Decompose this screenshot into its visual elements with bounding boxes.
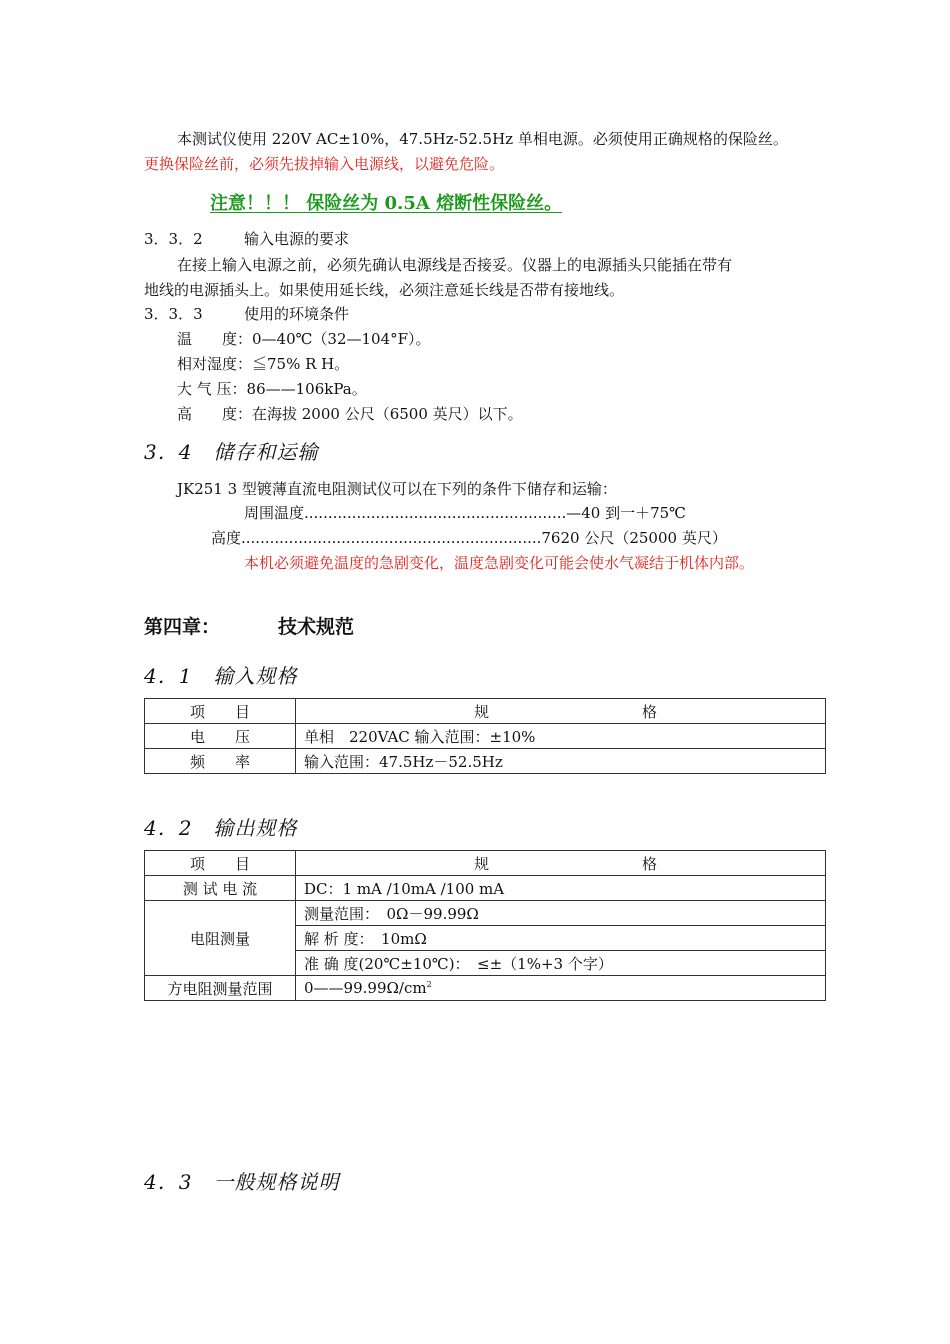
row-spec-voltage: 单相 220VAC 输入范围：±10% <box>296 724 826 749</box>
header-spec-a: 规 <box>474 854 490 873</box>
row-item-frequency: 频 率 <box>145 749 296 774</box>
section-heading-34: 3．4 储存和运输 <box>144 440 319 464</box>
output-spec-table <box>144 850 826 1001</box>
section-heading-43: 4．3 一般规格说明 <box>144 1170 340 1194</box>
sheet-range-value: 0——99.99Ω/cm <box>304 979 427 997</box>
row-spec-accuracy: 准 确 度(20℃±10℃)： ≤±（1%+3 个字） <box>296 951 826 976</box>
storage-warning: 本机必须避免温度的急剧变化，温度急剧变化可能会使水气凝结于机体内部。 <box>244 554 755 572</box>
row-item-test-current: 测 试 电 流 <box>145 876 296 901</box>
env-pressure: 大 气 压：86——106kPa。 <box>177 380 367 398</box>
header-spec-b: 格 <box>641 854 657 873</box>
section-number-333: 3．3．3 <box>144 305 203 323</box>
storage-intro: JK251 3 型镀薄直流电阻测试仪可以在下列的条件下储存和运输： <box>177 480 617 498</box>
table-header-row <box>145 851 826 876</box>
row-spec-frequency: 输入范围：47.5Hz－52.5Hz <box>296 749 826 774</box>
power-text-line1: 本测试仪使用 220V AC±10%，47.5Hz-52.5Hz 单相电源。必须使用正确规格的保险丝。 <box>177 130 788 148</box>
header-spec-b: 格 <box>641 702 657 721</box>
s332-text-line2: 地线的电源插头上。如果使用延长线，必须注意延长线是否带有接地线。 <box>144 281 625 299</box>
chapter-label: 第四章： <box>144 616 221 638</box>
section-title-332: 输入电源的要求 <box>244 230 350 248</box>
header-spec-a: 规 <box>474 702 490 721</box>
header-spec <box>296 851 826 876</box>
input-spec-table <box>144 698 826 774</box>
header-item: 项 目 <box>145 699 296 724</box>
row-item-sheet-resistance: 方电阻测量范围 <box>145 976 296 1001</box>
power-warning-line: 更换保险丝前，必须先拔掉输入电源线，以避免危险。 <box>144 155 505 173</box>
s332-text-line1: 在接上输入电源之前，必须先确认电源线是否接妥。仪器上的电源插头只能插在带有 <box>177 256 733 274</box>
storage-temperature: 周围温度.......................................................—40 到一＋75℃ <box>244 504 686 522</box>
row-spec-sheet-resistance <box>296 976 826 1001</box>
table-header-row <box>145 699 826 724</box>
row-spec-range: 测量范围： 0Ω－99.99Ω <box>296 901 826 926</box>
env-humidity: 相对湿度：≦75% R H。 <box>177 355 350 373</box>
row-spec-test-current: DC：1 mA /10mA /100 mA <box>296 876 826 901</box>
sheet-range-exponent: 2 <box>426 980 432 989</box>
fuse-note: 注意！！！ 保险丝为 0.5A 熔断性保险丝。 <box>210 193 563 214</box>
chapter-title: 技术规范 <box>278 616 355 638</box>
section-heading-41: 4．1 输入规格 <box>144 664 298 688</box>
row-spec-resolution: 解 析 度： 10mΩ <box>296 926 826 951</box>
section-heading-42: 4．2 输出规格 <box>144 816 298 840</box>
table-row <box>145 749 826 774</box>
row-item-resistance: 电阻测量 <box>145 901 296 976</box>
env-temperature: 温 度：0—40℃（32—104°F）。 <box>177 330 431 348</box>
header-item: 项 目 <box>145 851 296 876</box>
section-title-333: 使用的环境条件 <box>244 305 350 323</box>
table-row <box>145 976 826 1001</box>
header-spec <box>296 699 826 724</box>
section-number-332: 3．3．2 <box>144 230 203 248</box>
row-item-voltage: 电 压 <box>145 724 296 749</box>
env-altitude: 高 度：在海拔 2000 公尺（6500 英尺）以下。 <box>177 405 523 423</box>
table-row <box>145 876 826 901</box>
table-row <box>145 901 826 926</box>
table-row <box>145 724 826 749</box>
storage-altitude: 高度...............................................................7620 公尺（25000 英尺） <box>211 529 727 547</box>
